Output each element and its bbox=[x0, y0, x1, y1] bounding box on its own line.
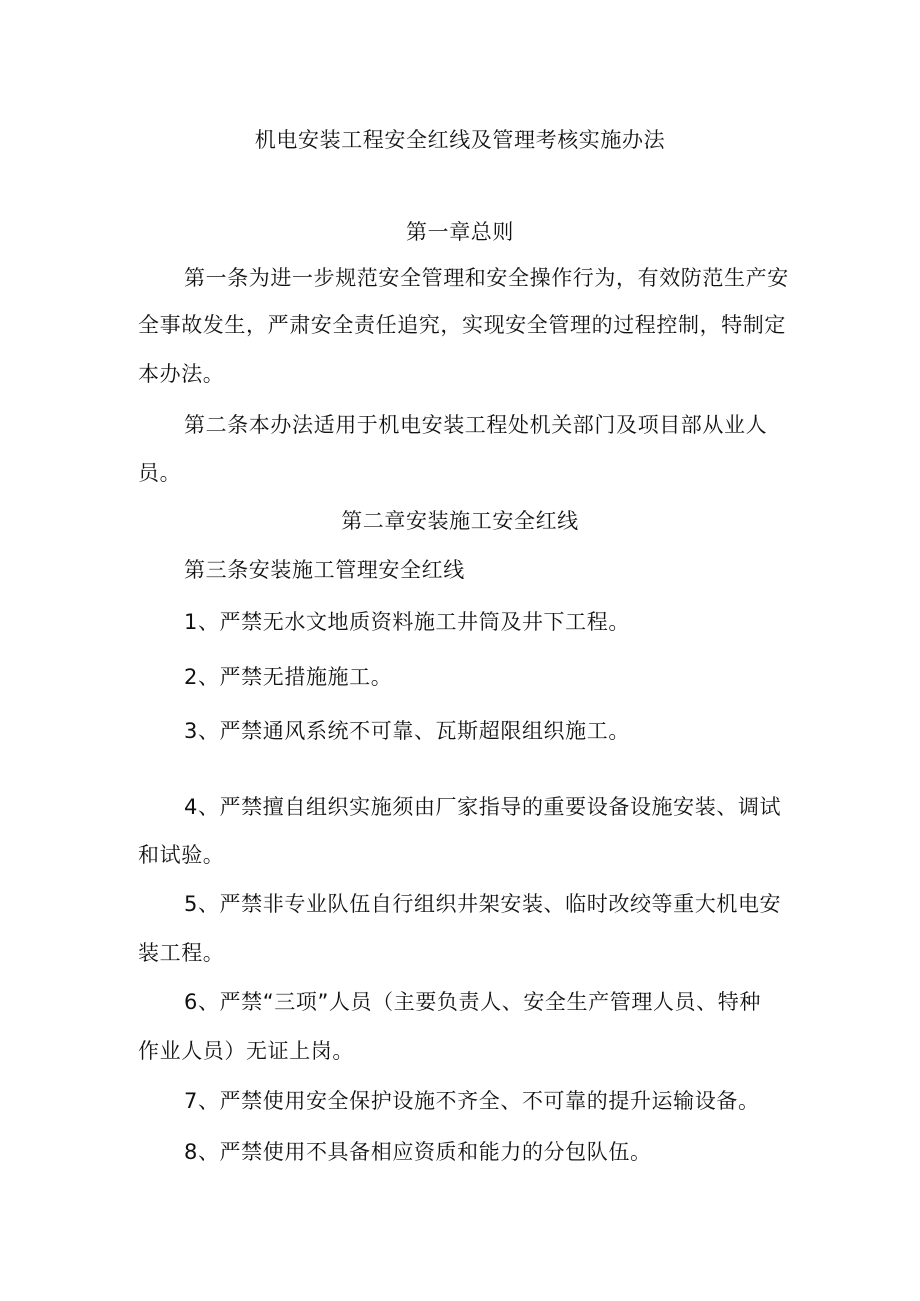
article-2-line-1: 第二条本办法适用于机电安装工程处机关部门及项目部从业人 bbox=[184, 413, 768, 437]
article-3-heading: 第三条安装施工管理安全红线 bbox=[184, 558, 465, 582]
chapter-1-heading: 第一章总则 bbox=[406, 220, 514, 244]
list-item-4-line-2: 和试验。 bbox=[138, 843, 225, 867]
list-item-5-line-1: 5、严禁非专业队伍自行组织井架安装、临时改绞等重大机电安 bbox=[184, 892, 782, 916]
list-item-1: 1、严禁无水文地质资料施工井筒及井下工程。 bbox=[184, 610, 630, 634]
list-item-4-line-1: 4、严禁擅自组织实施须由厂家指导的重要设备设施安装、调试 bbox=[184, 795, 782, 819]
chapter-2-heading: 第二章安装施工安全红线 bbox=[341, 509, 579, 533]
article-1-line-2: 全事故发生，严肃安全责任追究，实现安全管理的过程控制，特制定 bbox=[138, 313, 786, 337]
document-title: 机电安装工程安全红线及管理考核实施办法 bbox=[254, 128, 666, 152]
article-1-line-3: 本办法。 bbox=[138, 362, 225, 386]
list-item-8: 8、严禁使用不具备相应资质和能力的分包队伍。 bbox=[184, 1140, 652, 1164]
list-item-6-line-1: 6、严禁“三项”人员（主要负责人、安全生产管理人员、特种 bbox=[184, 990, 761, 1014]
list-item-2: 2、严禁无措施施工。 bbox=[184, 665, 393, 689]
list-item-6-line-2: 作业人员）无证上岗。 bbox=[138, 1039, 354, 1063]
article-2-line-2: 员。 bbox=[138, 461, 182, 485]
list-item-7: 7、严禁使用安全保护设施不齐全、不可靠的提升运输设备。 bbox=[184, 1089, 760, 1113]
list-item-3: 3、严禁通风系统不可靠、瓦斯超限组织施工。 bbox=[184, 719, 630, 743]
article-1-line-1: 第一条为进一步规范安全管理和安全操作行为，有效防范生产安 bbox=[184, 266, 789, 290]
list-item-5-line-2: 装工程。 bbox=[138, 941, 225, 965]
